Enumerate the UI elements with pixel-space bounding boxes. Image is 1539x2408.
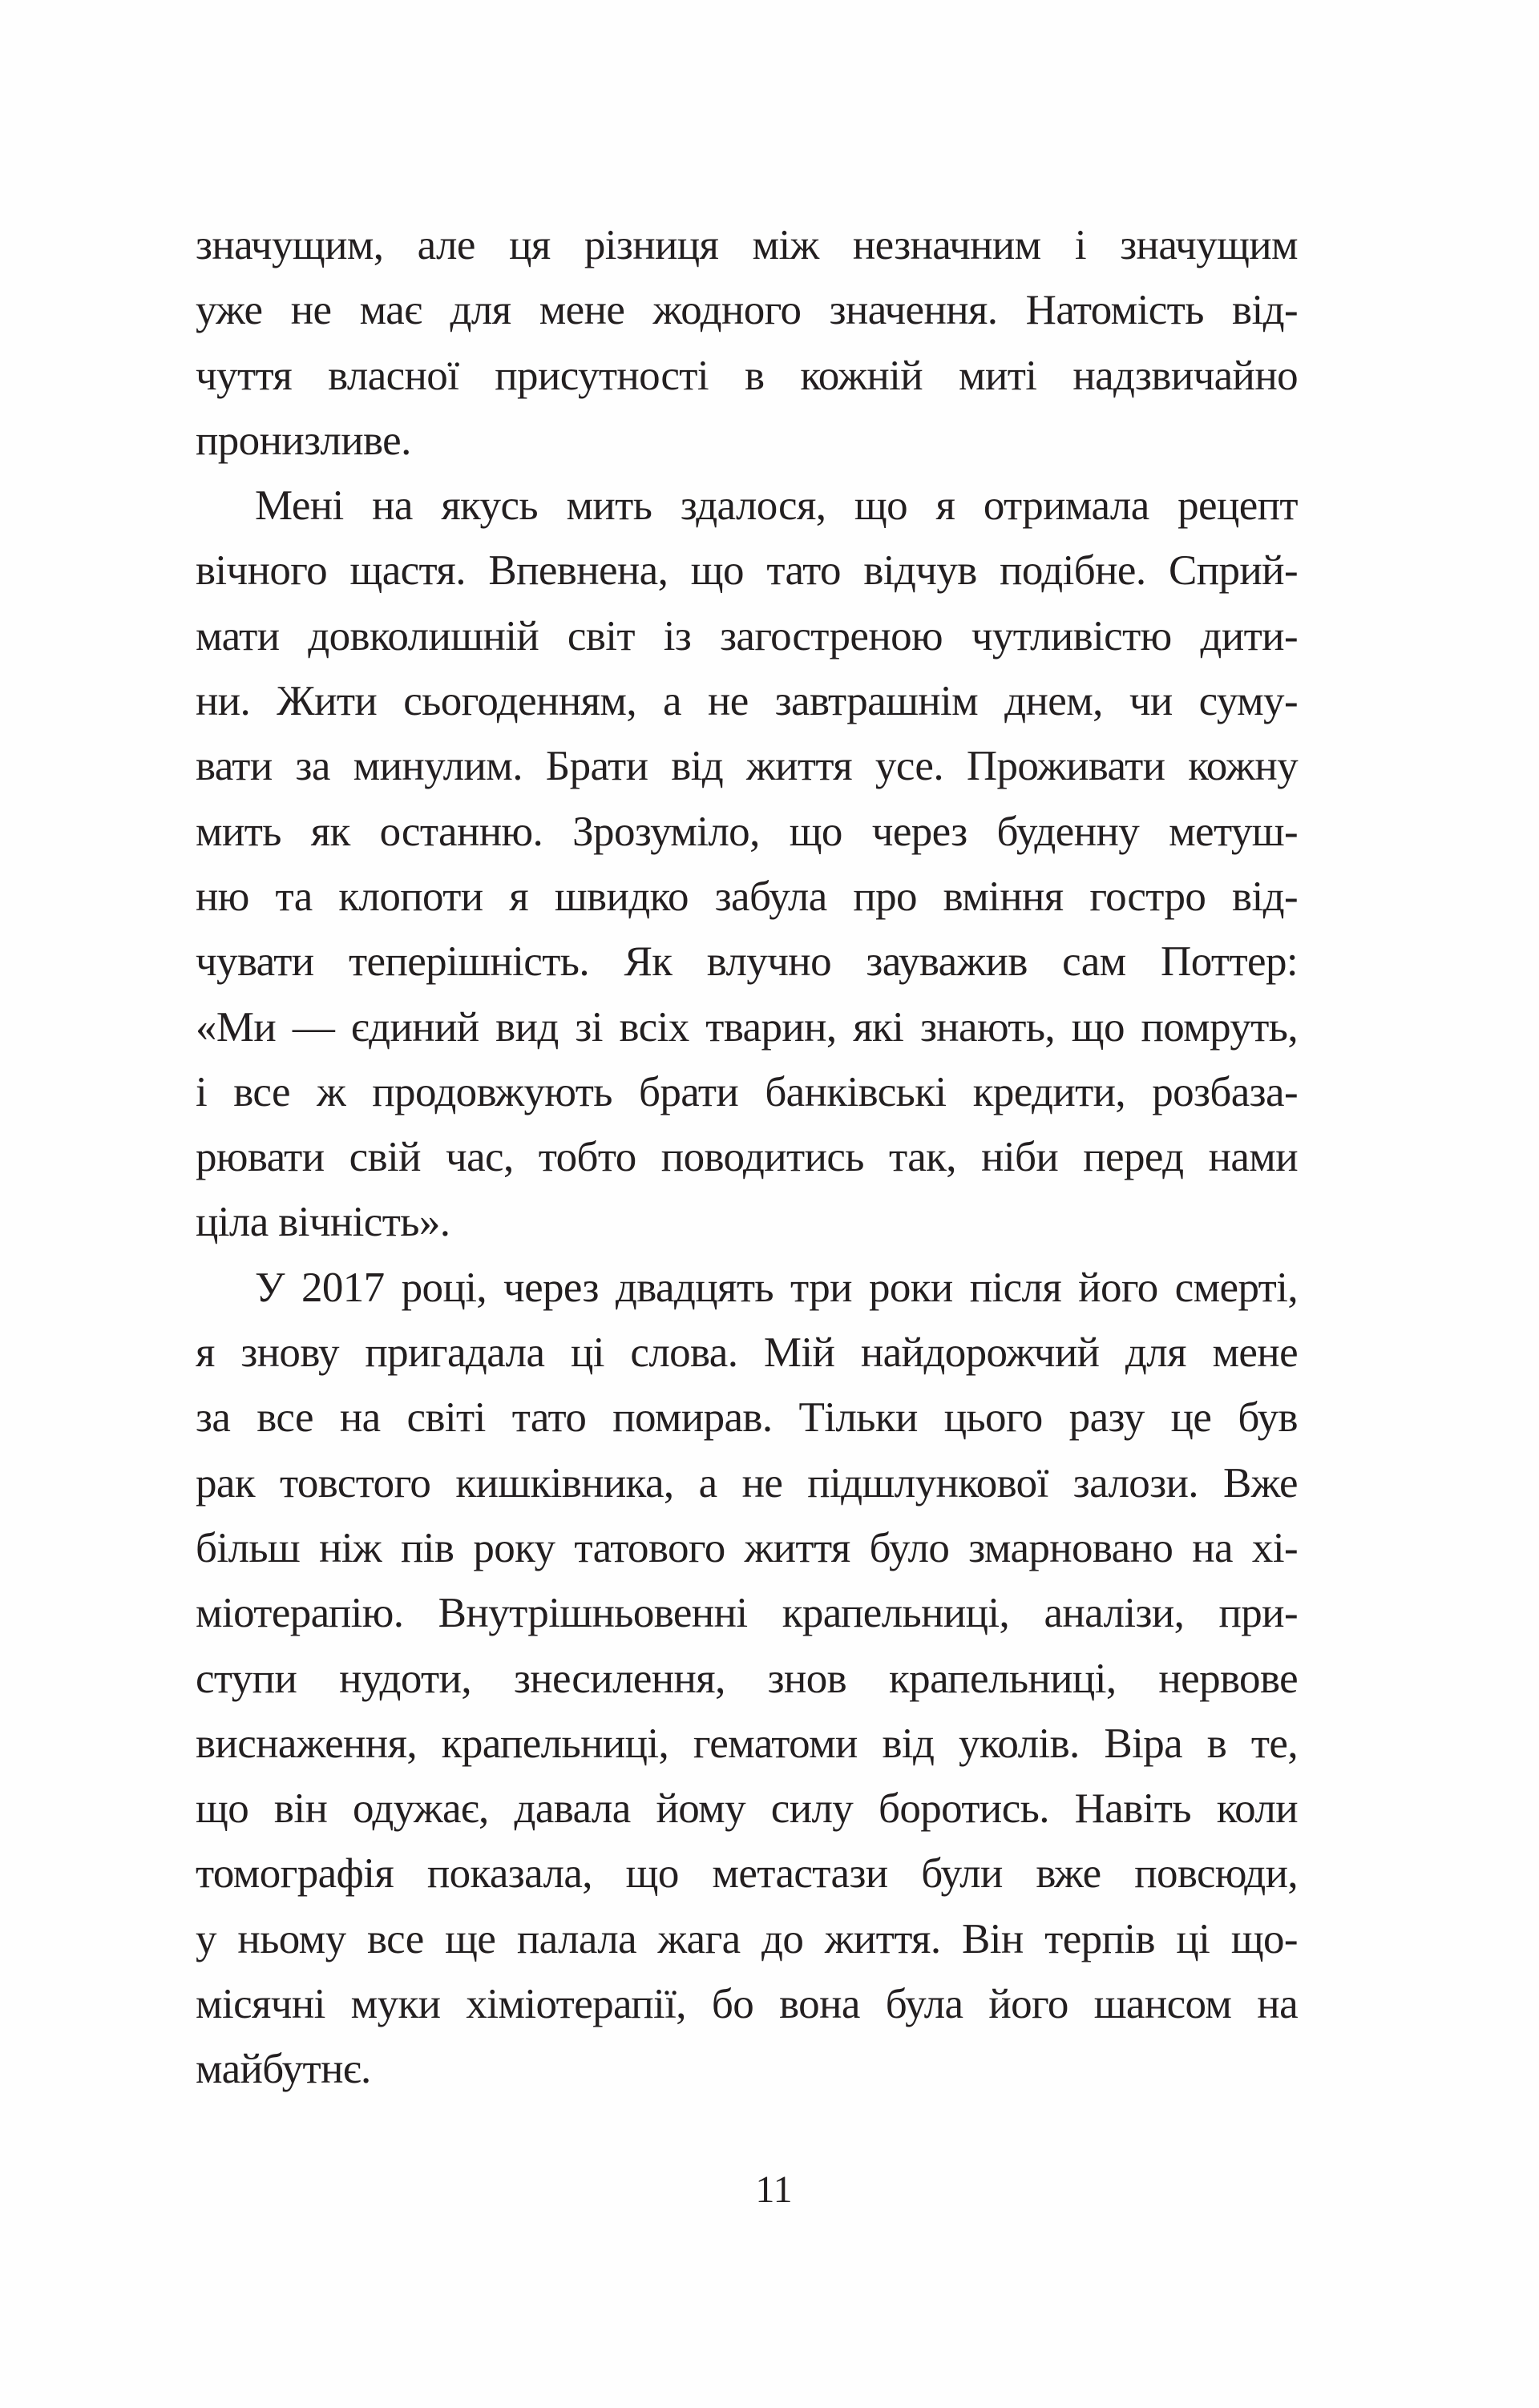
text-line: за все на світі тато помирав. Тільки цього разу це був [196, 1394, 1298, 1442]
text-line: вічного щастя. Впевнена, що тато відчув подібне. Сприй- [196, 547, 1298, 595]
text-line: томографія показала, що метастази були вже повсюди, [196, 1850, 1298, 1898]
text-line: виснаження, крапельниці, гематоми від уколів. Віра в те, [196, 1720, 1298, 1767]
text-line: майбутнє. [196, 2046, 371, 2093]
text-line: рак товстого кишківника, а не підшлункової залози. Вже [196, 1459, 1298, 1507]
text-line: мати довколишній світ із загостреною чутливістю дити- [196, 612, 1298, 659]
text-line: у ньому все ще палала жага до життя. Він терпів ці що- [196, 1915, 1298, 1962]
text-line: більш ніж пів року татового життя було змарновано на хі- [196, 1524, 1298, 1571]
text-line: У 2017 році, через двадцять три роки після його смерті, [255, 1264, 1298, 1311]
text-line: місячні муки хіміотерапії, бо вона була його шансом на [196, 1981, 1298, 2028]
page-number: 11 [755, 2168, 793, 2211]
paragraph [196, 474, 1298, 1256]
text-line: чувати теперішність. Як влучно зауважив сам Поттер: [196, 938, 1298, 986]
text-line: міотерапію. Внутрішньовенні крапельниці, аналізи, при- [196, 1590, 1298, 1637]
paragraph [196, 213, 1298, 474]
text-line: що він одужає, давала йому силу боротись. Навіть коли [196, 1785, 1298, 1833]
text-line: Мені на якусь мить здалося, що я отримала рецепт [255, 482, 1298, 530]
body-text [196, 213, 1298, 2103]
text-line: ню та клопоти я швидко забула про вміння гостро від- [196, 873, 1298, 920]
text-line: чуття власної присутності в кожній миті надзвичайно [196, 352, 1298, 399]
text-line: я знову пригадала ці слова. Мій найдорожчий для мене [196, 1329, 1298, 1377]
text-line: вати за минулим. Брати від життя усе. Проживати кожну [196, 743, 1298, 790]
text-line: ціла вічність». [196, 1199, 450, 1246]
text-line: значущим, але ця різниця між незначним і значущим [196, 222, 1298, 268]
text-line: і все ж продовжують брати банківські кредити, розбаза- [196, 1068, 1298, 1115]
text-line: рювати свій час, тобто поводитись так, ніби перед нами [196, 1134, 1298, 1181]
text-line: мить як останню. Зрозуміло, що через буденну метуш- [196, 808, 1298, 855]
text-line: пронизливе. [196, 417, 411, 464]
text-line: уже не має для мене жодного значення. Натомість від- [196, 287, 1298, 334]
text-line: ступи нудоти, знесилення, знов крапельниці, нервове [196, 1655, 1298, 1702]
text-line: «Ми — єдиний вид зі всіх тварин, які знають, що помруть, [196, 1003, 1298, 1051]
paragraph [196, 1256, 1298, 2103]
text-line: ни. Жити сьогоденням, а не завтрашнім днем, чи суму- [196, 678, 1298, 725]
